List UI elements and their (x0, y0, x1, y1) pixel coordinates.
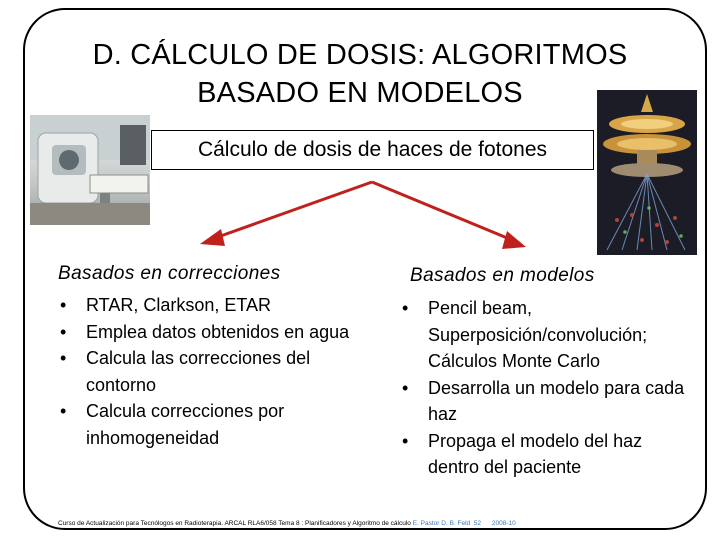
left-column-heading: Basados en correcciones (58, 263, 281, 284)
arrow-left-head (200, 229, 225, 246)
subtitle-text: Cálculo de dosis de haces de fotones (197, 138, 548, 161)
left-bullet-list (58, 292, 358, 451)
right-column-heading: Basados en modelos (410, 265, 595, 286)
arrow-right-line (372, 182, 512, 240)
footer-author: E. Pastor D. B. Feld (412, 520, 471, 527)
list-item: • Desarrolla un modelo para cada haz (400, 375, 690, 428)
footer-text: Curso de Actualización para Tecnólogos en Radioterapia. ARCAL RLA6/058 Tema 8 : Planificadores y Algoritmo de cálculo (58, 520, 411, 527)
list-item: • Pencil beam, Superposición/convolución; Cálculos Monte Carlo (400, 295, 690, 375)
right-bullet-list (400, 295, 690, 481)
footer-year: 2008-10 (491, 520, 516, 527)
arrow-right-head (502, 231, 526, 249)
list-item: • Emplea datos obtenidos en agua (58, 319, 358, 346)
list-item: • Propaga el modelo del haz dentro del paciente (400, 428, 690, 481)
title-line-1: D. CÁLCULO DE DOSIS: ALGORITMOS (92, 39, 628, 71)
list-item: • Calcula las correcciones del contorno (58, 345, 358, 398)
footer-page: 52 (473, 520, 482, 527)
arrow-left-line (215, 182, 372, 238)
list-item: • RTAR, Clarkson, ETAR (58, 292, 358, 319)
title-line-2: BASADO EN MODELOS (197, 77, 523, 109)
slide-footer (58, 520, 516, 527)
list-item: • Calcula correcciones por inhomogeneidad (58, 398, 358, 451)
